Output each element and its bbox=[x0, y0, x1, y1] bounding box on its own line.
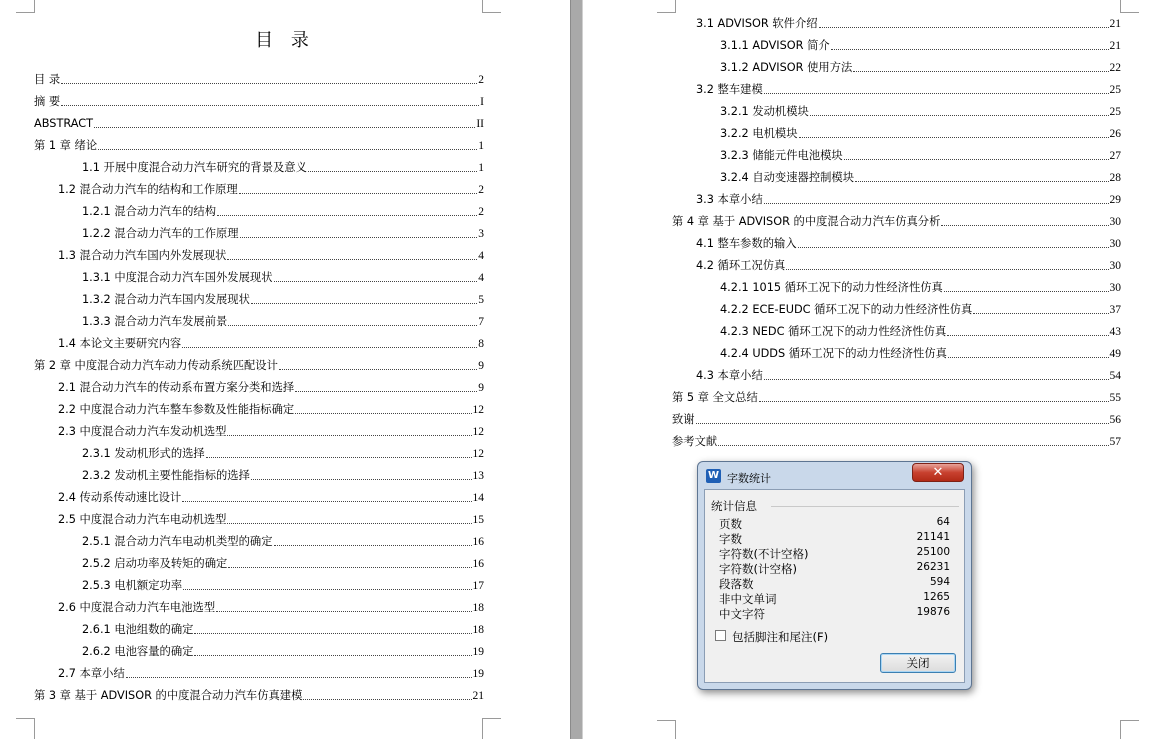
toc-entry-page: 1 bbox=[478, 162, 484, 174]
toc-entry-text: 第 4 章 基于 ADVISOR 的中度混合动力汽车仿真分析 bbox=[672, 215, 941, 228]
close-button[interactable]: 关闭 bbox=[880, 653, 956, 673]
toc-entry-text: 2.6 中度混合动力汽车电池选型 bbox=[58, 601, 216, 614]
group-divider bbox=[771, 506, 959, 507]
stat-label: 字符数(不计空格) bbox=[719, 547, 809, 561]
toc-leader-dots bbox=[810, 115, 1109, 116]
toc-entry[interactable] bbox=[58, 179, 484, 197]
toc-leader-dots bbox=[61, 105, 479, 106]
toc-entry[interactable] bbox=[58, 377, 484, 395]
toc-leader-dots bbox=[295, 413, 471, 414]
toc-leader-dots bbox=[303, 699, 471, 700]
toc-entry-page: 54 bbox=[1109, 370, 1121, 382]
toc-entry-page: 28 bbox=[1109, 172, 1121, 184]
toc-entry[interactable] bbox=[34, 135, 484, 153]
toc-entry[interactable] bbox=[58, 333, 484, 351]
toc-leader-dots bbox=[764, 93, 1109, 94]
toc-entry-page: 12 bbox=[472, 426, 484, 438]
toc-leader-dots bbox=[279, 369, 477, 370]
page-gutter bbox=[570, 0, 583, 739]
toc-entry[interactable] bbox=[720, 343, 1121, 361]
toc-entry[interactable] bbox=[696, 233, 1121, 251]
toc-entry-page: 3 bbox=[478, 228, 484, 240]
toc-entry[interactable] bbox=[82, 531, 484, 549]
toc-entry[interactable] bbox=[34, 69, 484, 87]
wps-writer-icon: W bbox=[707, 470, 720, 481]
toc-entry[interactable] bbox=[82, 223, 484, 241]
crop-mark bbox=[482, 0, 501, 13]
toc-leader-dots bbox=[251, 479, 472, 480]
toc-entry[interactable] bbox=[720, 145, 1121, 163]
toc-entry[interactable] bbox=[720, 277, 1121, 295]
toc-entry[interactable] bbox=[82, 575, 484, 593]
toc-entry-text: 4.2.3 NEDC 循环工况下的动力性经济性仿真 bbox=[720, 325, 947, 338]
toc-entry[interactable] bbox=[34, 91, 484, 109]
toc-leader-dots bbox=[853, 71, 1108, 72]
toc-entry-text: 1.3.2 混合动力汽车国内发展现状 bbox=[82, 293, 250, 306]
toc-entry-page: I bbox=[480, 96, 484, 108]
toc-entry[interactable] bbox=[58, 663, 484, 681]
toc-entry-text: 1.2.1 混合动力汽车的结构 bbox=[82, 205, 217, 218]
toc-entry[interactable] bbox=[82, 553, 484, 571]
toc-entry[interactable] bbox=[82, 289, 484, 307]
toc-entry-text: 3.3 本章小结 bbox=[696, 193, 763, 206]
toc-entry-page: 4 bbox=[478, 250, 484, 262]
checkbox-label[interactable]: 包括脚注和尾注(F) bbox=[732, 630, 829, 644]
toc-entry-page: 37 bbox=[1109, 304, 1121, 316]
toc-entry[interactable] bbox=[696, 79, 1121, 97]
toc-entry[interactable] bbox=[58, 509, 484, 527]
stat-value: 594 bbox=[929, 576, 950, 588]
toc-entry-page: 12 bbox=[472, 448, 484, 460]
toc-entry[interactable] bbox=[82, 311, 484, 329]
toc-leader-dots bbox=[251, 303, 477, 304]
toc-leader-dots bbox=[308, 171, 477, 172]
toc-entry-page: 19 bbox=[472, 646, 484, 658]
toc-entry[interactable] bbox=[720, 321, 1121, 339]
toc-leader-dots bbox=[274, 281, 478, 282]
toc-entry-page: 30 bbox=[1109, 260, 1121, 272]
toc-entry[interactable] bbox=[82, 157, 484, 175]
stat-value: 19876 bbox=[916, 606, 950, 618]
toc-entry-text: 2.3.1 发动机形式的选择 bbox=[82, 447, 205, 460]
toc-entry-page: 18 bbox=[472, 624, 484, 636]
toc-entry-text: 3.2.2 电机模块 bbox=[720, 127, 798, 140]
toc-entry[interactable] bbox=[672, 431, 1121, 449]
toc-entry-page: 5 bbox=[478, 294, 484, 306]
toc-entry-page: 7 bbox=[478, 316, 484, 328]
toc-entry-page: 30 bbox=[1109, 282, 1121, 294]
toc-entry-text: 3.2.3 储能元件电池模块 bbox=[720, 149, 843, 162]
toc-entry-text: 1.1 开展中度混合动力汽车研究的背景及意义 bbox=[82, 161, 307, 174]
toc-entry-text: 3.2.4 自动变速器控制模块 bbox=[720, 171, 855, 184]
toc-leader-dots bbox=[227, 435, 471, 436]
toc-entry-text: 4.3 本章小结 bbox=[696, 369, 763, 382]
toc-leader-dots bbox=[844, 159, 1109, 160]
toc-entry-page: 16 bbox=[472, 558, 484, 570]
toc-entry-page: II bbox=[476, 118, 484, 130]
toc-entry-text: 第 1 章 绪论 bbox=[34, 139, 98, 152]
toc-entry[interactable] bbox=[82, 641, 484, 659]
toc-entry[interactable] bbox=[82, 267, 484, 285]
toc-entry-text: 3.2.1 发动机模块 bbox=[720, 105, 809, 118]
close-icon[interactable]: ✕ bbox=[912, 463, 964, 482]
dialog-title: 字数统计 bbox=[727, 472, 771, 485]
toc-entry-text: 3.2 整车建模 bbox=[696, 83, 763, 96]
toc-leader-dots bbox=[98, 149, 477, 150]
toc-entry-page: 30 bbox=[1109, 238, 1121, 250]
toc-entry-page: 15 bbox=[472, 514, 484, 526]
toc-entry-page: 9 bbox=[478, 382, 484, 394]
toc-leader-dots bbox=[94, 127, 475, 128]
toc-entry-page: 12 bbox=[472, 404, 484, 416]
toc-entry-page: 14 bbox=[472, 492, 484, 504]
toc-leader-dots bbox=[944, 291, 1109, 292]
toc-entry-page: 21 bbox=[472, 690, 484, 702]
stat-row bbox=[719, 606, 950, 621]
stat-row bbox=[719, 561, 950, 576]
toc-leader-dots bbox=[819, 27, 1109, 28]
toc-entry-page: 29 bbox=[1109, 194, 1121, 206]
toc-entry-text: 1.2.2 混合动力汽车的工作原理 bbox=[82, 227, 239, 240]
toc-entry-text: 2.2 中度混合动力汽车整车参数及性能指标确定 bbox=[58, 403, 295, 416]
toc-entry-text: 目 录 bbox=[34, 73, 61, 86]
crop-mark bbox=[1120, 720, 1139, 739]
crop-mark bbox=[657, 0, 676, 13]
toc-entry[interactable] bbox=[58, 421, 484, 439]
stat-row bbox=[719, 516, 950, 531]
stat-label: 页数 bbox=[719, 517, 742, 531]
toc-leader-dots bbox=[947, 335, 1108, 336]
toc-leader-dots bbox=[941, 225, 1108, 226]
toc-leader-dots bbox=[240, 237, 478, 238]
toc-entry[interactable] bbox=[696, 13, 1121, 31]
toc-leader-dots bbox=[764, 203, 1109, 204]
word-count-dialog bbox=[697, 461, 972, 690]
toc-entry-text: 参考文献 bbox=[672, 435, 718, 448]
toc-entry-text: 2.4 传动系传动速比设计 bbox=[58, 491, 182, 504]
crop-mark bbox=[657, 720, 676, 739]
toc-leader-dots bbox=[948, 357, 1109, 358]
toc-entry-page: 22 bbox=[1109, 62, 1121, 74]
stat-label: 段落数 bbox=[719, 577, 754, 591]
toc-entry[interactable] bbox=[34, 355, 484, 373]
toc-entry-text: 2.5 中度混合动力汽车电动机选型 bbox=[58, 513, 227, 526]
toc-entry[interactable] bbox=[82, 465, 484, 483]
toc-entry[interactable] bbox=[720, 35, 1121, 53]
toc-entry-text: 3.1 ADVISOR 软件介绍 bbox=[696, 17, 818, 30]
toc-entry[interactable] bbox=[720, 167, 1121, 185]
toc-entry-text: 1.3 混合动力汽车国内外发展现状 bbox=[58, 249, 227, 262]
stat-label: 非中文单词 bbox=[719, 592, 777, 606]
toc-entry-text: 2.3.2 发动机主要性能指标的选择 bbox=[82, 469, 250, 482]
toc-leader-dots bbox=[206, 457, 472, 458]
toc-leader-dots bbox=[799, 137, 1109, 138]
toc-entry[interactable] bbox=[696, 255, 1121, 273]
toc-leader-dots bbox=[182, 347, 477, 348]
toc-entry-page: 19 bbox=[472, 668, 484, 680]
toc-entry-page: 27 bbox=[1109, 150, 1121, 162]
document-page-left bbox=[0, 0, 570, 739]
toc-entry-page: 8 bbox=[478, 338, 484, 350]
toc-leader-dots bbox=[227, 259, 477, 260]
toc-entry-text: 1.4 本论文主要研究内容 bbox=[58, 337, 182, 350]
toc-entry-page: 25 bbox=[1109, 106, 1121, 118]
crop-mark bbox=[16, 718, 35, 739]
toc-entry-page: 1 bbox=[478, 140, 484, 152]
stat-value: 26231 bbox=[916, 561, 950, 573]
toc-leader-dots bbox=[217, 215, 477, 216]
toc-leader-dots bbox=[183, 589, 471, 590]
toc-entry-text: 1.3.3 混合动力汽车发展前景 bbox=[82, 315, 228, 328]
stat-row bbox=[719, 591, 950, 606]
toc-entry-text: 2.6.2 电池容量的确定 bbox=[82, 645, 194, 658]
toc-leader-dots bbox=[239, 193, 478, 194]
toc-leader-dots bbox=[228, 567, 471, 568]
toc-entry[interactable] bbox=[58, 245, 484, 263]
toc-leader-dots bbox=[696, 423, 1109, 424]
toc-entry[interactable] bbox=[672, 409, 1121, 427]
toc-leader-dots bbox=[855, 181, 1108, 182]
toc-entry-text: 第 5 章 全文总结 bbox=[672, 391, 758, 404]
toc-entry-text: 2.5.2 启动功率及转矩的确定 bbox=[82, 557, 228, 570]
toc-entry-text: 第 3 章 基于 ADVISOR 的中度混合动力汽车仿真建模 bbox=[34, 689, 303, 702]
toc-leader-dots bbox=[216, 611, 471, 612]
toc-entry-page: 2 bbox=[478, 184, 484, 196]
stat-row bbox=[719, 546, 950, 561]
toc-entry-text: 2.5.3 电机额定功率 bbox=[82, 579, 183, 592]
toc-entry-page: 2 bbox=[478, 206, 484, 218]
toc-leader-dots bbox=[831, 49, 1109, 50]
toc-entry-page: 13 bbox=[472, 470, 484, 482]
toc-entry-page: 17 bbox=[472, 580, 484, 592]
toc-entry[interactable] bbox=[720, 57, 1121, 75]
checkbox[interactable] bbox=[715, 630, 726, 641]
stat-row bbox=[719, 576, 950, 591]
toc-entry[interactable] bbox=[82, 201, 484, 219]
stat-row bbox=[719, 531, 950, 546]
toc-entry-page: 18 bbox=[472, 602, 484, 614]
toc-entry-page: 16 bbox=[472, 536, 484, 548]
toc-entry[interactable] bbox=[720, 123, 1121, 141]
toc-leader-dots bbox=[764, 379, 1109, 380]
stat-value: 25100 bbox=[916, 546, 950, 558]
toc-leader-dots bbox=[718, 445, 1108, 446]
stat-value: 21141 bbox=[916, 531, 950, 543]
crop-mark bbox=[1120, 0, 1139, 13]
toc-entry-page: 21 bbox=[1109, 18, 1121, 30]
stat-value: 1265 bbox=[923, 591, 950, 603]
toc-leader-dots bbox=[228, 325, 477, 326]
group-label: 统计信息 bbox=[711, 499, 757, 513]
toc-entry[interactable] bbox=[34, 113, 484, 131]
toc-entry[interactable] bbox=[58, 399, 484, 417]
toc-entry-page: 49 bbox=[1109, 348, 1121, 360]
stat-label: 中文字符 bbox=[719, 607, 765, 621]
toc-entry-page: 57 bbox=[1109, 436, 1121, 448]
stat-label: 字数 bbox=[719, 532, 742, 546]
toc-entry-page: 30 bbox=[1109, 216, 1121, 228]
toc-entry-text: 致谢 bbox=[672, 413, 695, 426]
toc-entry[interactable] bbox=[82, 443, 484, 461]
dialog-body bbox=[704, 489, 965, 683]
toc-leader-dots bbox=[126, 677, 472, 678]
toc-entry[interactable] bbox=[720, 299, 1121, 317]
toc-leader-dots bbox=[194, 633, 471, 634]
toc-entry-text: 2.7 本章小结 bbox=[58, 667, 125, 680]
toc-entry-page: 26 bbox=[1109, 128, 1121, 140]
toc-entry-text: 2.6.1 电池组数的确定 bbox=[82, 623, 194, 636]
toc-leader-dots bbox=[182, 501, 471, 502]
toc-leader-dots bbox=[798, 247, 1109, 248]
toc-leader-dots bbox=[274, 545, 472, 546]
toc-entry[interactable] bbox=[58, 487, 484, 505]
toc-entry-text: 4.2.4 UDDS 循环工况下的动力性经济性仿真 bbox=[720, 347, 947, 360]
toc-leader-dots bbox=[194, 655, 471, 656]
dialog-titlebar[interactable] bbox=[698, 462, 971, 488]
toc-entry-page: 21 bbox=[1109, 40, 1121, 52]
toc-entry-text: 2.1 混合动力汽车的传动系布置方案分类和选择 bbox=[58, 381, 295, 394]
toc-entry-text: 4.2.1 1015 循环工况下的动力性经济性仿真 bbox=[720, 281, 943, 294]
toc-title: 目 录 bbox=[255, 30, 315, 51]
crop-mark bbox=[482, 718, 501, 739]
toc-entry-page: 9 bbox=[478, 360, 484, 372]
toc-entry-text: 第 2 章 中度混合动力汽车动力传动系统匹配设计 bbox=[34, 359, 278, 372]
toc-entry-text: 1.3.1 中度混合动力汽车国外发展现状 bbox=[82, 271, 273, 284]
crop-mark bbox=[16, 0, 35, 13]
toc-entry-text: 2.5.1 混合动力汽车电动机类型的确定 bbox=[82, 535, 273, 548]
stat-label: 字符数(计空格) bbox=[719, 562, 797, 576]
toc-entry[interactable] bbox=[696, 365, 1121, 383]
toc-entry-text: 摘 要 bbox=[34, 95, 61, 108]
toc-entry[interactable] bbox=[34, 685, 484, 703]
toc-entry-page: 56 bbox=[1109, 414, 1121, 426]
toc-leader-dots bbox=[759, 401, 1109, 402]
toc-leader-dots bbox=[227, 523, 471, 524]
toc-entry[interactable] bbox=[672, 387, 1121, 405]
toc-entry-text: 3.1.1 ADVISOR 简介 bbox=[720, 39, 830, 52]
toc-entry[interactable] bbox=[696, 189, 1121, 207]
toc-entry-page: 4 bbox=[478, 272, 484, 284]
toc-entry-text: 1.2 混合动力汽车的结构和工作原理 bbox=[58, 183, 238, 196]
toc-entry-text: 2.3 中度混合动力汽车发动机选型 bbox=[58, 425, 227, 438]
toc-entry[interactable] bbox=[672, 211, 1121, 229]
toc-leader-dots bbox=[786, 269, 1108, 270]
toc-entry-text: 4.1 整车参数的输入 bbox=[696, 237, 797, 250]
stat-value: 64 bbox=[936, 516, 950, 528]
toc-entry-text: 4.2.2 ECE-EUDC 循环工况下的动力性经济性仿真 bbox=[720, 303, 973, 316]
toc-entry-text: ABSTRACT bbox=[34, 117, 94, 130]
toc-leader-dots bbox=[973, 313, 1108, 314]
toc-leader-dots bbox=[295, 391, 477, 392]
toc-leader-dots bbox=[61, 83, 477, 84]
toc-entry-text: 3.1.2 ADVISOR 使用方法 bbox=[720, 61, 853, 74]
toc-entry-text: 4.2 循环工况仿真 bbox=[696, 259, 786, 272]
toc-entry[interactable] bbox=[720, 101, 1121, 119]
toc-entry[interactable] bbox=[82, 619, 484, 637]
toc-entry-page: 25 bbox=[1109, 84, 1121, 96]
toc-entry[interactable] bbox=[58, 597, 484, 615]
toc-entry-page: 2 bbox=[478, 74, 484, 86]
toc-entry-page: 43 bbox=[1109, 326, 1121, 338]
toc-entry-page: 55 bbox=[1109, 392, 1121, 404]
